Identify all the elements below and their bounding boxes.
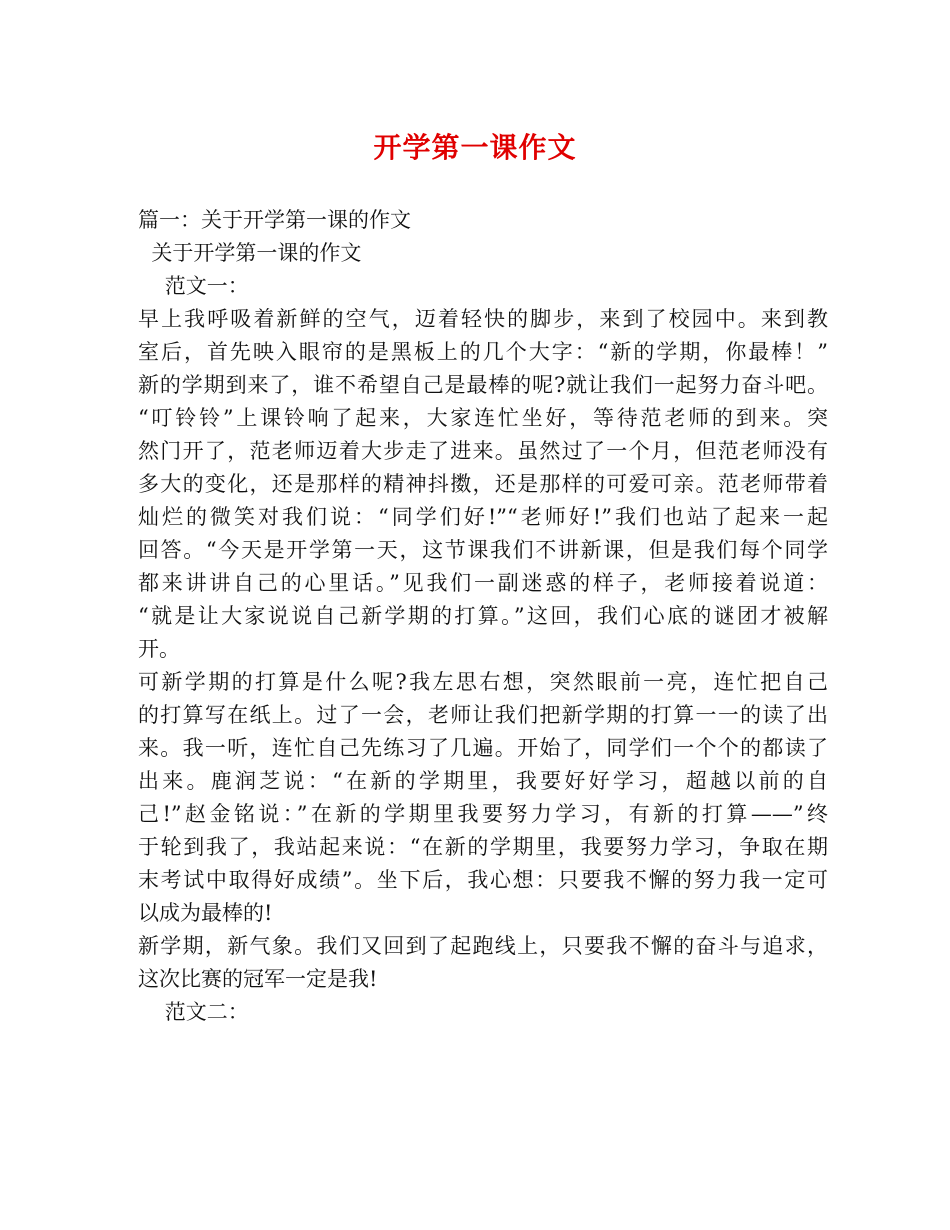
text-line: 出来。鹿润芝说：“在新的学期里，我要好好学习，超越以前的自	[138, 769, 828, 793]
text-line: 回答。“今天是开学第一天，这节课我们不讲新课，但是我们每个同学	[138, 538, 828, 562]
text-line: 的打算写在纸上。过了一会，老师让我们把新学期的打算一一的读了出	[138, 703, 828, 727]
text-line: 可新学期的打算是什么呢?我左思右想，突然眼前一亮，连忙把自己	[138, 670, 828, 694]
text-line: 新的学期到来了，谁不希望自己是最棒的呢?就让我们一起努力奋斗吧。	[138, 373, 828, 397]
text-line: 都来讲讲自己的心里话。”见我们一副迷惑的样子，老师接着说道：	[138, 571, 828, 595]
text-line: 以成为最棒的!	[138, 901, 273, 925]
text-line: 己!”赵金铭说：”在新的学期里我要努力学习，有新的打算——”终	[138, 802, 828, 826]
text-line: 开。	[138, 637, 180, 661]
text-line: “叮铃铃”上课铃响了起来，大家连忙坐好，等待范老师的到来。突	[138, 406, 828, 430]
text-line: 末考试中取得好成绩”。坐下后，我心想：只要我不懈的努力我一定可	[138, 868, 828, 892]
document-title: 开学第一课作文	[373, 131, 577, 164]
text-line: “就是让大家说说自己新学期的打算。”这回，我们心底的谜团才被解	[138, 604, 828, 628]
document-body	[138, 204, 828, 1029]
section-heading: 篇一：关于开学第一课的作文	[138, 208, 411, 232]
example-label: 范文一：	[138, 274, 249, 298]
text-line: 新学期，新气象。我们又回到了起跑线上，只要我不懈的奋斗与追求，	[138, 934, 828, 958]
text-line: 早上我呼吸着新鲜的空气，迈着轻快的脚步，来到了校园中。来到教	[138, 307, 828, 331]
text-line: 室后，首先映入眼帘的是黑板上的几个大字：“新的学期，你最棒！”	[138, 340, 828, 364]
text-line: 然门开了，范老师迈着大步走了进来。虽然过了一个月，但范老师没有	[138, 439, 828, 463]
example-label: 范文二：	[138, 1000, 249, 1024]
text-line: 灿烂的微笑对我们说：“同学们好!”“老师好!”我们也站了起来一起	[138, 505, 828, 529]
subheading: 关于开学第一课的作文	[138, 241, 362, 265]
text-line: 这次比赛的冠军一定是我!	[138, 967, 378, 991]
text-line: 于轮到我了，我站起来说：“在新的学期里，我要努力学习，争取在期	[138, 835, 828, 859]
text-line: 多大的变化，还是那样的精神抖擞，还是那样的可爱可亲。范老师带着	[138, 472, 828, 496]
text-line: 来。我一听，连忙自己先练习了几遍。开始了，同学们一个个的都读了	[138, 736, 828, 760]
